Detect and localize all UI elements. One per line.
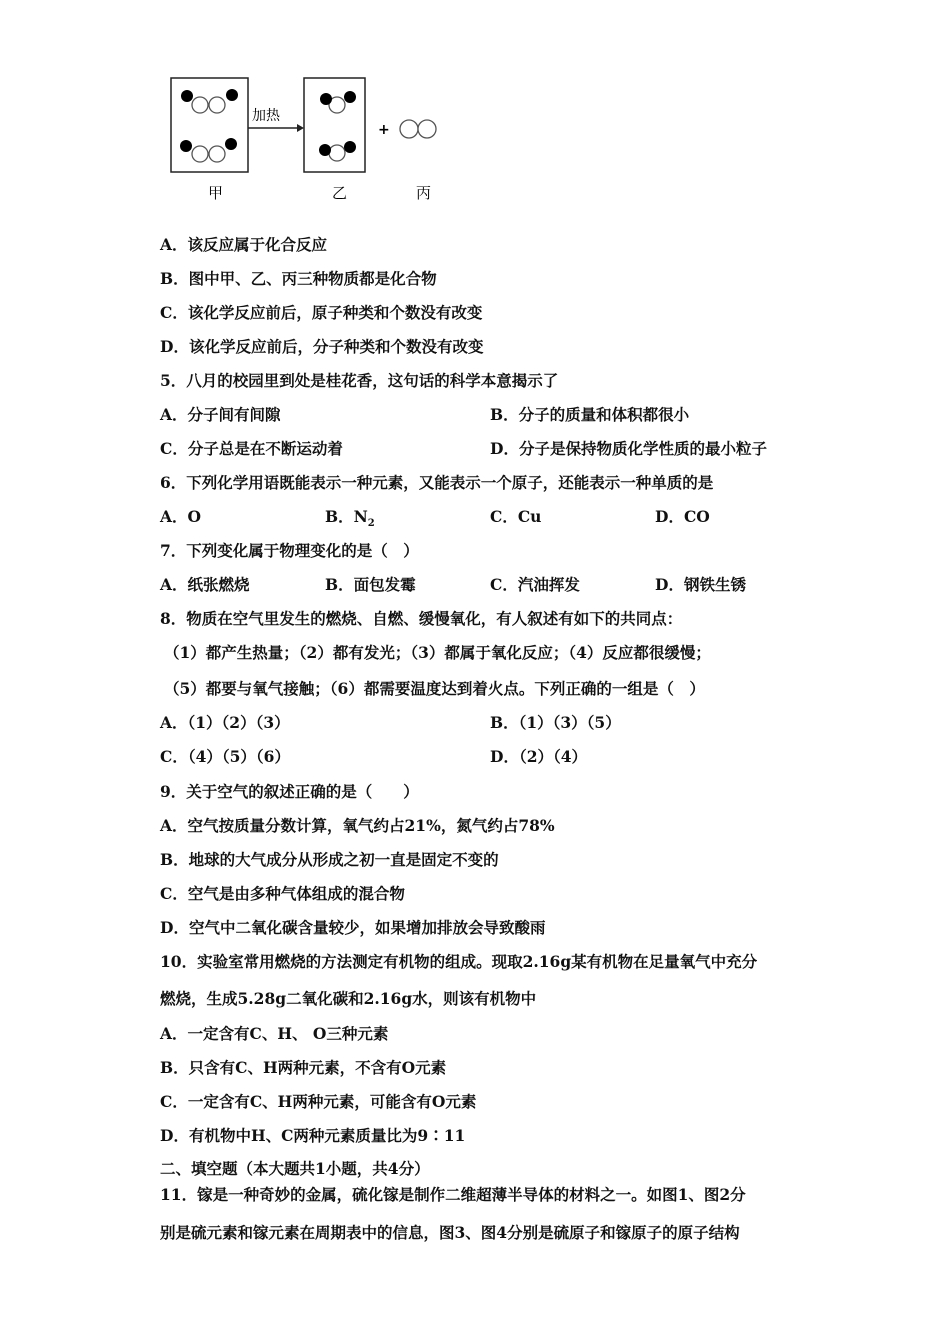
option-text: B．只含有C、H两种元素，不含有O元素 (160, 1058, 447, 1077)
option-text: B．面包发霉 (325, 575, 416, 594)
molecule-reaction-figure (160, 70, 460, 210)
question-stem: 7．下列变化属于物理变化的是（ ） (160, 541, 419, 560)
label-jia: 甲 (208, 184, 224, 202)
option-text: B．$N_2$ (325, 507, 375, 530)
option-text: A．O (160, 507, 202, 526)
option-text: C．Cu (490, 507, 542, 526)
option-text: B．分子的质量和体积都很小 (490, 405, 690, 424)
question-stem: 11．镓是一种奇妙的金属，硫化镓是制作二维超薄半导体的材料之一。如图1、图2分 (160, 1185, 746, 1204)
arrow-icon (297, 124, 304, 132)
question-stem: 别是硫元素和镓元素在周期表中的信息，图3、图4分别是硫原子和镓原子的原子结构 (160, 1223, 740, 1242)
section-heading: 二、填空题（本大题共1小题，共4分） (160, 1159, 430, 1178)
option-text: B．图中甲、乙、丙三种物质都是化合物 (160, 269, 437, 288)
option-text: D．分子是保持物质化学性质的最小粒子 (490, 439, 767, 458)
option-text: A．分子间有间隙 (160, 405, 281, 424)
question-stem: 8．物质在空气里发生的燃烧、自燃、缓慢氧化，有人叙述有如下的共同点： (160, 609, 683, 628)
option-text: B．（1）（3）（5） (490, 713, 621, 732)
option-text: D．钢铁生锈 (655, 575, 746, 594)
option-text: C．（4）（5）（6） (160, 747, 290, 766)
arrow-label: 加热 (252, 108, 280, 124)
reaction-diagram (160, 70, 460, 214)
option-text: C．分子总是在不断运动着 (160, 439, 343, 458)
option-text: D．该化学反应前后，分子种类和个数没有改变 (160, 337, 484, 356)
option-text: C．汽油挥发 (490, 575, 580, 594)
option-text: A．一定含有C、H、 O三种元素 (160, 1024, 389, 1043)
option-text: A．该反应属于化合反应 (160, 235, 328, 254)
question-stem: 6．下列化学用语既能表示一种元素，又能表示一个原子，还能表示一种单质的是 (160, 473, 714, 492)
question-stem: （5）都要与氧气接触；（6）都需要温度达到着火点。下列正确的一组是（ ） (164, 679, 705, 698)
option-text: D．空气中二氧化碳含量较少，如果增加排放会导致酸雨 (160, 918, 546, 937)
option-text: C．空气是由多种气体组成的混合物 (160, 884, 405, 903)
question-stem: 9．关于空气的叙述正确的是（ ） (160, 782, 419, 801)
option-text: D．有机物中H、C两种元素质量比为9∶11 (160, 1126, 466, 1145)
question-stem: （1）都产生热量；（2）都有发光；（3）都属于氧化反应；（4）反应都很缓慢； (164, 643, 711, 662)
option-text: A．纸张燃烧 (160, 575, 250, 594)
option-text: A．空气按质量分数计算，氧气约占21%，氮气约占78% (160, 816, 555, 835)
option-text: D．（2）（4） (490, 747, 588, 766)
option-text: C．一定含有C、H两种元素，可能含有O元素 (160, 1092, 477, 1111)
option-text: B．地球的大气成分从形成之初一直是固定不变的 (160, 850, 499, 869)
white-atoms (192, 97, 436, 162)
svg-text:+: + (378, 122, 390, 138)
question-stem: 燃烧，生成5.28g二氧化碳和2.16g水，则该有机物中 (160, 989, 537, 1008)
question-stem: 10．实验室常用燃烧的方法测定有机物的组成。现取2.16g某有机物在足量氧气中充分 (160, 952, 758, 971)
option-text: C．该化学反应前后，原子种类和个数没有改变 (160, 303, 483, 322)
label-bing: 丙 (416, 184, 432, 202)
label-yi: 乙 (332, 184, 348, 202)
question-stem: 5．八月的校园里到处是桂花香，这句话的科学本意揭示了 (160, 371, 559, 390)
option-text: D．CO (655, 507, 710, 526)
option-text: A．（1）（2）（3） (160, 713, 290, 732)
